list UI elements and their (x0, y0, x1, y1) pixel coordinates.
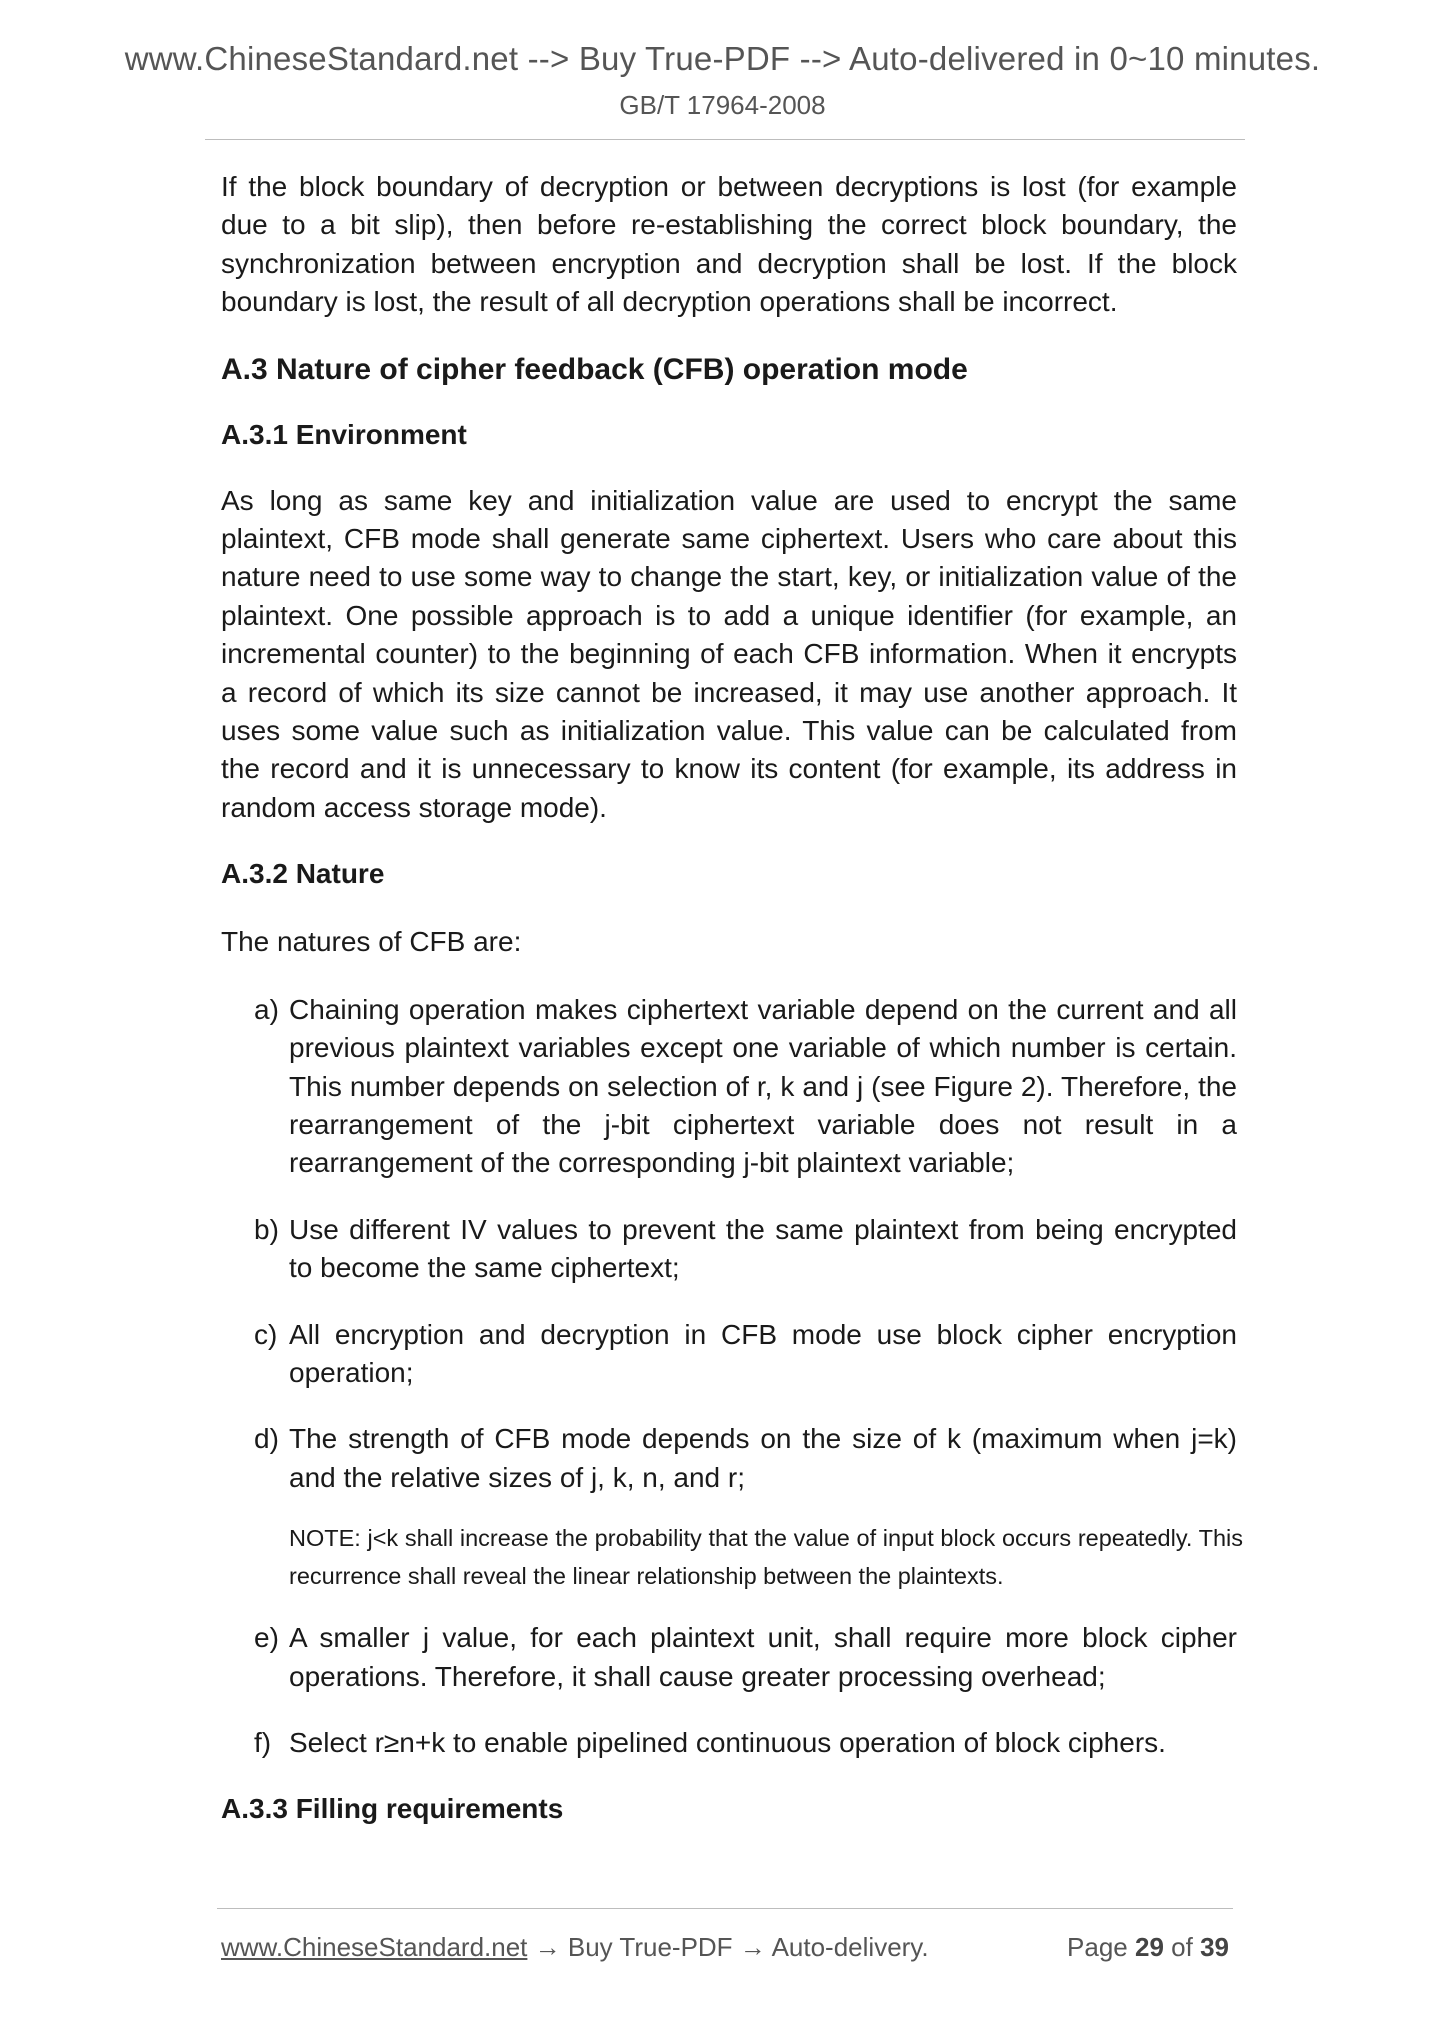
list-item (254, 1316, 1237, 1393)
note-text: NOTE: j<k shall increase the probability that the value of input block occurs repeatedly. This recurrence shall reveal the linear relationship between the plaintexts. (289, 1525, 1243, 1590)
list-item (254, 1619, 1237, 1696)
list-marker: b) (254, 1213, 279, 1245)
list-marker: d) (254, 1423, 279, 1455)
section-a32-heading: A.3.2 Nature (221, 858, 385, 890)
page-indicator (1067, 1930, 1229, 1964)
page-of-label: of (1171, 1932, 1193, 1962)
document-code: GB/T 17964-2008 (619, 90, 826, 120)
page-number: 29 (1135, 1932, 1164, 1962)
list-item (254, 1420, 1237, 1497)
section-a32-intro: The natures of CFB are: (221, 926, 522, 958)
section-a33-heading: A.3.3 Filling requirements (221, 1793, 564, 1825)
list-marker: f) (254, 1726, 272, 1758)
footer-tagline: → Buy True-PDF → Auto-delivery. (527, 1932, 929, 1962)
footer-site-link[interactable]: www.ChineseStandard.net (221, 1932, 528, 1962)
section-a31-paragraph: As long as same key and initialization value are used to encrypt the same plaintext, CFB mode shall generate same ciphertext. Users who care about this nature need to use some way to change the start, key, or initialization value of the plaintext. One possible approach is to add a unique identifier (for example, an incremental counter) to the beginning of each CFB information. When it encrypts a record of which its size cannot be increased, it may use another approach. It uses some value such as initialization value. This value can be calculated from the record and it is unnecessary to know its content (for example, its address in random access storage mode). (221, 484, 1237, 823)
page-content (221, 168, 1243, 1828)
page-total: 39 (1200, 1932, 1229, 1962)
list-text: All encryption and decryption in CFB mode use block cipher encryption operation; (289, 1318, 1237, 1388)
list-text: The strength of CFB mode depends on the size of k (maximum when j=k) and the relative sizes of j, k, n, and r; (289, 1423, 1237, 1493)
footer-divider (217, 1908, 1233, 1909)
site-banner: www.ChineseStandard.net --> Buy True-PDF --> Auto-delivered in 0~10 minutes. (124, 40, 1321, 77)
list-text: A smaller j value, for each plaintext unit, shall require more block cipher operations. Therefore, it shall cause greater processing overhead; (289, 1622, 1237, 1692)
list-text: Chaining operation makes ciphertext variable depend on the current and all previous plaintext variables except one variable of which number is certain. This number depends on selection of r, k and j (see Figure 2). Therefore, the rearrangement of the j-bit ciphertext variable does not result in a rearrangement of the corresponding j-bit plaintext variable; (289, 993, 1237, 1179)
section-a31-heading: A.3.1 Environment (221, 418, 467, 450)
list-text: Use different IV values to prevent the same plaintext from being encrypted to become the same ciphertext; (289, 1213, 1237, 1284)
list-item (254, 991, 1237, 1183)
list-item (254, 1211, 1237, 1288)
list-marker: a) (254, 993, 279, 1025)
intro-paragraph: If the block boundary of decryption or between decryptions is lost (for example due to a bit slip), then before re-establishing the correct block boundary, the synchronization between encryption and decryption shall be lost. If the block boundary is lost, the result of all decryption operations shall be incorrect. (221, 171, 1237, 318)
list-marker: c) (254, 1318, 278, 1350)
page-footer (221, 1930, 1233, 1964)
list-text: Select r≥n+k to enable pipelined continuous operation of block ciphers. (289, 1726, 1166, 1758)
list-item (254, 1724, 1237, 1762)
page-label: Page (1067, 1932, 1128, 1962)
header-divider (205, 139, 1245, 140)
section-a3-heading: A.3 Nature of cipher feedback (CFB) operation mode (221, 352, 968, 386)
list-marker: e) (254, 1622, 279, 1654)
